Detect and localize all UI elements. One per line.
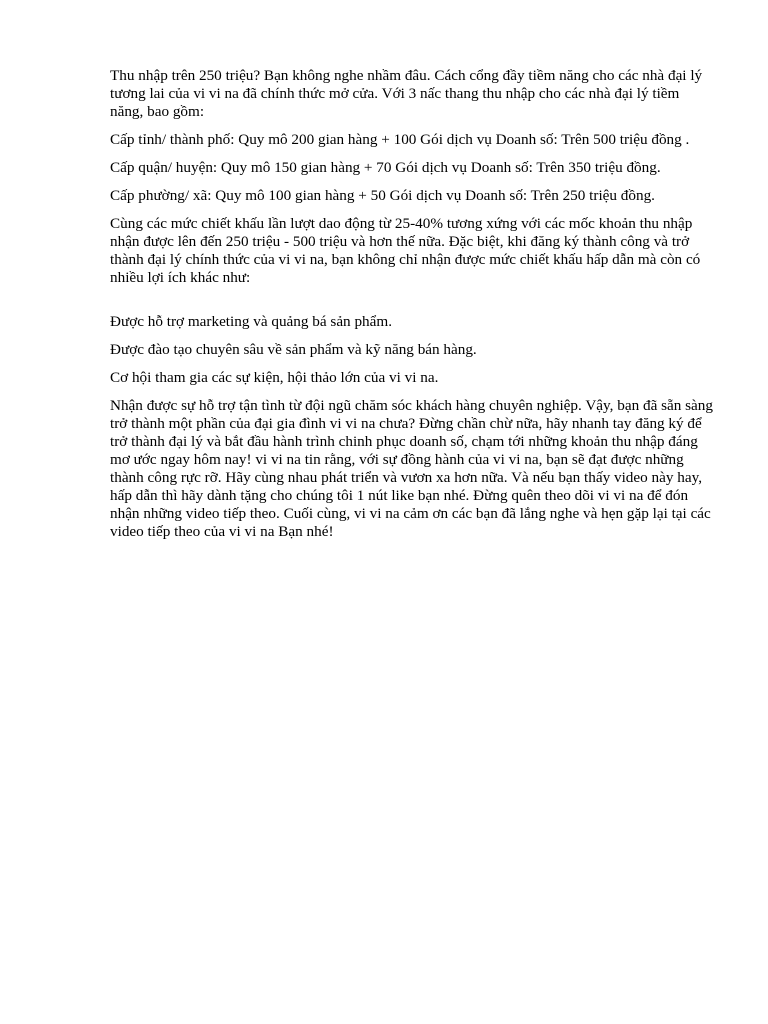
- tier-province-paragraph: Cấp tỉnh/ thành phố: Quy mô 200 gian hàng + 100 Gói dịch vụ Doanh số: Trên 500 triệu đồng .: [110, 131, 690, 148]
- document-page: [110, 67, 716, 551]
- discount-paragraph: Cùng các mức chiết khấu lần lượt dao động từ 25-40% tương xứng với các mốc khoản thu nhập nhận được lên đến 250 triệu - 500 triệu và hơn thế nữa. Đặc biệt, khi đăng ký thành công và trở thành đại lý chính thức của vi vi na, bạn không chỉ nhận được mức chiết khấu hấp dẫn mà còn có nhiều lợi ích khác như:: [110, 215, 701, 286]
- intro-paragraph: Thu nhập trên 250 triệu? Bạn không nghe nhầm đâu. Cách cổng đầy tiềm năng cho các nhà đại lý tương lai của vi vi na đã chính thức mở cửa. Với 3 nấc thang thu nhập cho các nhà đại lý tiềm năng, bao gồm:: [110, 67, 703, 120]
- benefit-training-paragraph: Được đào tạo chuyên sâu về sản phẩm và kỹ năng bán hàng.: [110, 341, 477, 358]
- closing-paragraph: Nhận được sự hỗ trợ tận tình từ đội ngũ chăm sóc khách hàng chuyên nghiệp. Vậy, bạn đã sẵn sàng trở thành một phần của đại gia đình vi vi na chưa? Đừng chần chừ nữa, hãy nhanh tay đăng ký để trở thành đại lý và bắt đầu hành trình chinh phục doanh số, chạm tới những khoản thu nhập đáng mơ ước ngay hôm nay! vi vi na tin rằng, với sự đồng hành của vi vi na, bạn sẽ đạt được những thành công rực rỡ. Hãy cùng nhau phát triển và vươn xa hơn nữa. Và nếu bạn thấy video này hay, hấp dẫn thì hãy dành tặng cho chúng tôi 1 nút like bạn nhé. Đừng quên theo dõi vi vi na để đón nhận những video tiếp theo. Cuối cùng, vi vi na cảm ơn các bạn đã lắng nghe và hẹn gặp lại tại các video tiếp theo của vi vi na Bạn nhé!: [110, 397, 713, 540]
- benefit-marketing-paragraph: Được hỗ trợ marketing và quảng bá sản phẩm.: [110, 313, 392, 330]
- benefit-events-paragraph: Cơ hội tham gia các sự kiện, hội thảo lớn của vi vi na.: [110, 369, 439, 386]
- tier-ward-paragraph: Cấp phường/ xã: Quy mô 100 gian hàng + 50 Gói dịch vụ Doanh số: Trên 250 triệu đồng.: [110, 187, 655, 204]
- tier-district-paragraph: Cấp quận/ huyện: Quy mô 150 gian hàng + 70 Gói dịch vụ Doanh số: Trên 350 triệu đồng.: [110, 159, 661, 176]
